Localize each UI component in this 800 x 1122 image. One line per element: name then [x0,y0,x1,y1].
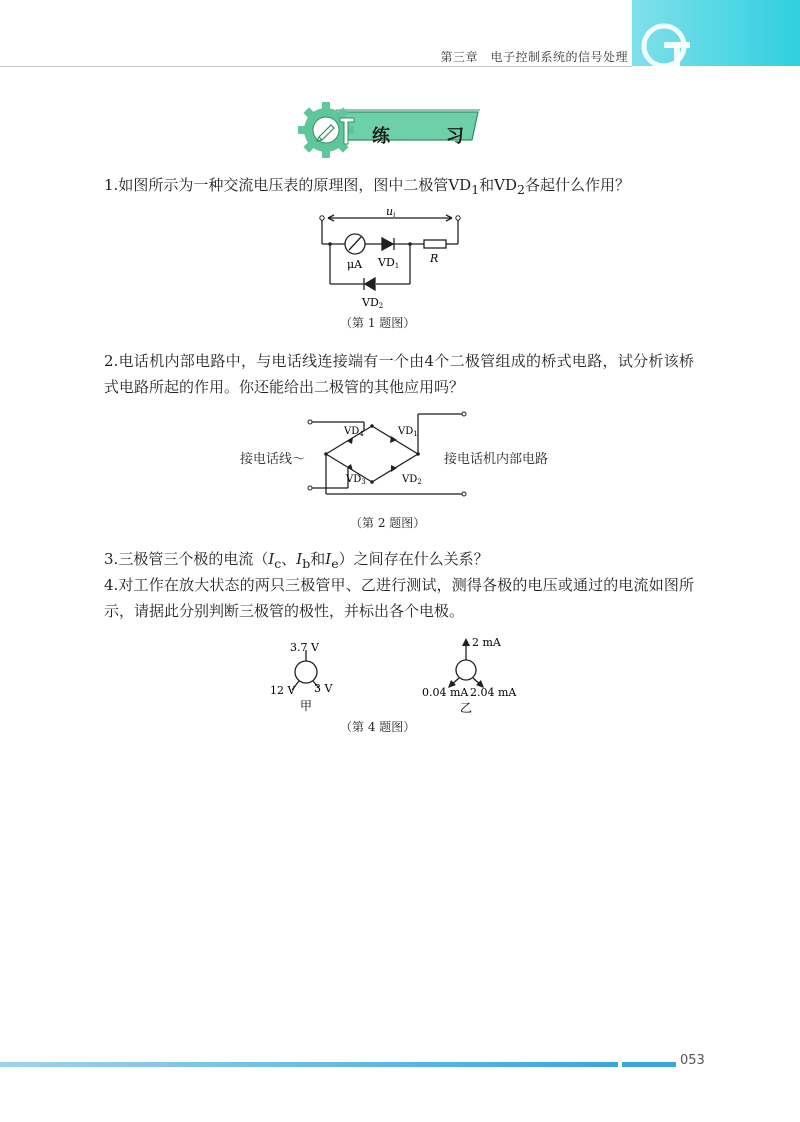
figure-4-transistor-jia [262,636,372,720]
subscript: c [274,556,282,571]
question-text: 对工作在放大状态的两只三极管甲、乙进行测试，测得各极的电压或通过的电流如图所示，请据此分别判断三极管的极性，并标出各个电极。 [104,576,694,620]
yi-label: 乙 [460,701,473,715]
page-number: 053 [680,1053,705,1068]
label-vd2: $VD_2$ [402,474,422,486]
subscript: b [302,556,311,571]
subscript: 1 [471,182,480,197]
question-4 [104,572,694,624]
question-number: 2. [104,352,119,370]
yi-right-current: 2.04 mA [470,686,517,699]
figure-2-caption: （第 2 题图） [350,516,426,530]
subscript: 2 [517,182,525,197]
footer-bar [0,1062,618,1067]
label-vd1: VD1 [378,256,400,270]
question-text: 电话机内部电路中，与电话线连接端有一个由4个二极管组成的桥式电路，试分析该桥式电路所起的作用。你还能给出二极管的其他应用吗？ [104,352,694,396]
section-title-char: 习 [446,126,464,147]
question-number: 4. [104,576,119,594]
question-number: 3. [104,550,119,568]
question-text: 如图所示为一种交流电压表的原理图，图中二极管VD [118,176,472,194]
label-vd3: $VD_3$ [346,474,366,486]
label-ui: ui [386,206,396,219]
chapter-logo-icon [638,20,698,70]
jia-label: 甲 [300,699,313,713]
label-microammeter: μA [347,258,363,271]
label-vd2: VD2 [362,296,384,310]
label-vd4: $VD_4$ [344,426,364,438]
footer-bar-accent [622,1062,676,1067]
question-1 [104,172,694,203]
figure-4-caption: （第 4 题图） [340,720,416,734]
section-title [372,122,464,148]
current-ic: I [268,550,275,568]
yi-left-current: 0.04 mA [422,686,469,699]
chapter-title: 第三章 电子控制系统的信号处理 [440,50,628,64]
separator: 、 [281,550,297,568]
label-resistor: R [430,252,439,265]
yi-top-current: 2 mA [472,636,501,649]
jia-left-voltage: 12 V [270,684,296,697]
figure-4-transistor-yi [414,632,524,720]
jia-top-voltage: 3.7 V [290,641,319,654]
subscript: e [331,556,339,571]
section-title-char: 练 [372,126,390,147]
figure-2-left-label: 接电话线～ [240,452,306,467]
jia-right-voltage: 3 V [314,682,333,695]
question-2 [104,348,694,400]
question-text: 三极管三个极的电流（ [118,550,269,568]
header-rule [0,66,632,67]
current-ie: I [325,550,332,568]
question-text: 和VD [479,176,517,194]
figure-2-right-label: 接电话机内部电路 [444,452,549,467]
question-text: ）之间存在什么关系？ [338,550,489,568]
question-text: 各起什么作用？ [524,176,630,194]
question-number: 1. [104,176,119,194]
figure-1-circuit [300,206,480,314]
current-ib: I [296,550,303,568]
label-vd1: $VD_1$ [398,426,418,438]
separator: 和 [310,550,326,568]
figure-1-caption: （第 1 题图） [340,316,416,330]
